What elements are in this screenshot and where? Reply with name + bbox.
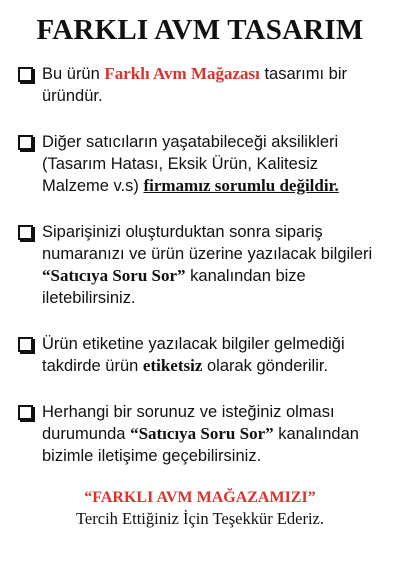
channel-emphasis: “Satıcıya Soru Sor” bbox=[130, 424, 274, 443]
checkbox-icon bbox=[18, 405, 33, 420]
item-text-part: tasarımı bir üründür. bbox=[42, 65, 347, 105]
item-text bbox=[42, 221, 382, 309]
checkbox-icon bbox=[18, 135, 33, 150]
item-text-part: Siparişinizi oluşturduktan sonra sipariş numaranızı ve ürün üzerine yazılacak bilgileri bbox=[42, 223, 373, 263]
item-text bbox=[42, 131, 382, 197]
item-text-part: olarak gönderilir. bbox=[202, 357, 329, 375]
item-text-part: kanalından bizimle iletişime geçebilirsiniz. bbox=[42, 425, 359, 465]
label-emphasis: etiketsiz bbox=[142, 356, 203, 375]
list-item bbox=[18, 401, 382, 467]
disclaimer-emphasis: firmamız sorumlu değildir. bbox=[143, 176, 339, 195]
page-title: FARKLI AVM TASARIM bbox=[36, 14, 364, 46]
list-item bbox=[18, 131, 382, 197]
item-text bbox=[42, 63, 382, 107]
checkbox-icon bbox=[18, 337, 33, 352]
brand-highlight: Farklı Avm Mağazası bbox=[104, 64, 260, 83]
item-text bbox=[42, 333, 382, 377]
item-text-part: Ürün etiketine yazılacak bilgiler gelmediği takdirde ürün bbox=[42, 335, 345, 375]
channel-emphasis: “Satıcıya Soru Sor” bbox=[42, 266, 186, 285]
item-text-part: Bu ürün bbox=[42, 65, 105, 83]
footer-subtitle: Tercih Ettiğiniz İçin Teşekkür Ederiz. bbox=[76, 509, 324, 528]
checkbox-icon bbox=[18, 225, 33, 240]
footer-title: “FARKLI AVM MAĞAZAMIZI” bbox=[84, 489, 316, 506]
item-text bbox=[42, 401, 382, 467]
footer bbox=[18, 489, 382, 529]
item-text-part: Herhangi bir sorunuz ve isteğiniz olması durumunda bbox=[42, 403, 335, 443]
item-text-part: kanalından bize iletebilirsiniz. bbox=[42, 267, 306, 307]
list-item bbox=[18, 333, 382, 377]
list-item bbox=[18, 63, 382, 107]
checkbox-icon bbox=[18, 67, 33, 82]
item-text-part: Diğer satıcıların yaşatabileceği aksilikleri (Tasarım Hatası, Eksik Ürün, Kalitesiz Malzeme v.s) bbox=[42, 133, 339, 195]
list-item bbox=[18, 221, 382, 309]
